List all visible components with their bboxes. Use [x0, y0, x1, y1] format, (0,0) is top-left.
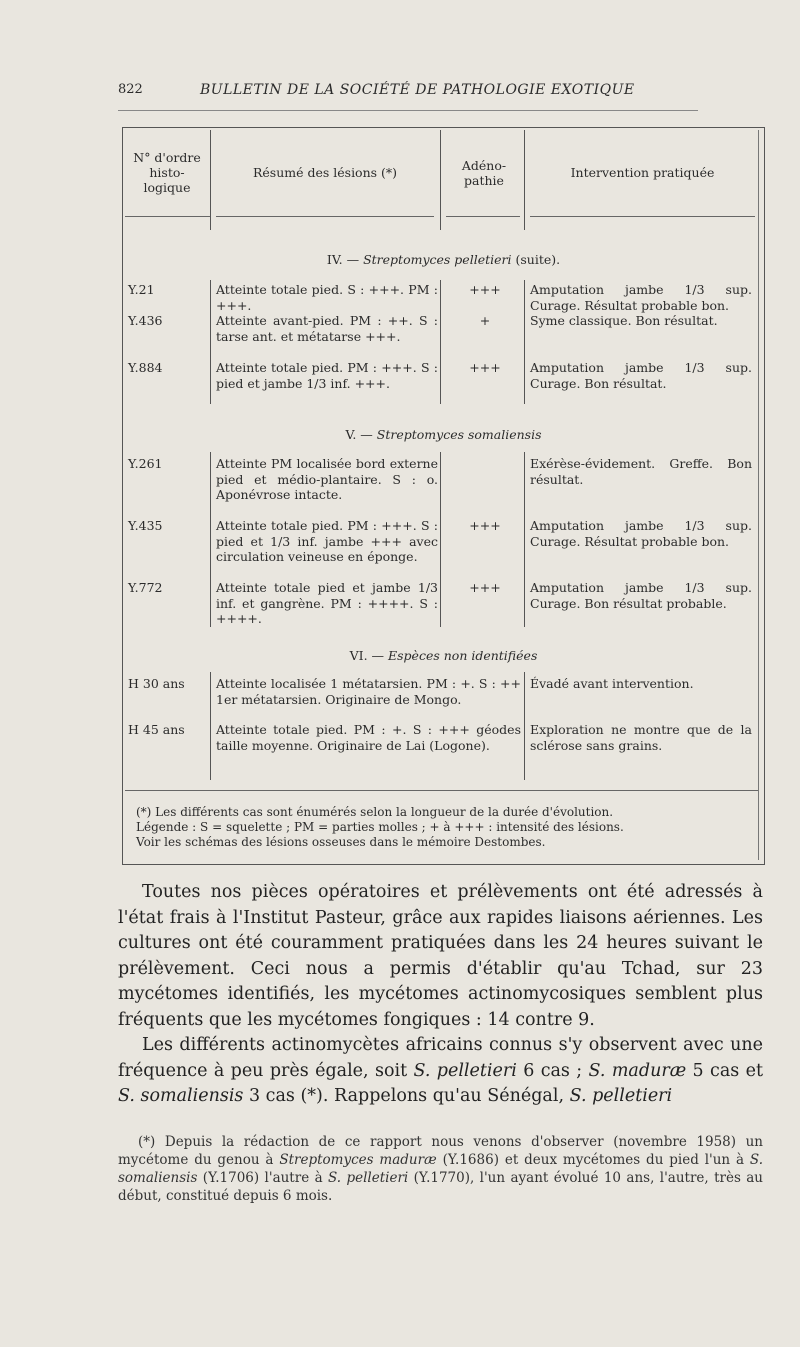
lesions-cell: Atteinte PM localisée bord externe pied et médio-plantaire. S : o. Aponévrose intacte.: [216, 456, 438, 502]
header-rule: [118, 110, 698, 111]
intervention-cell: Exploration ne montre que de la sclérose sans grains.: [530, 722, 752, 753]
header-rule-segment: [125, 216, 210, 217]
column-divider: [210, 452, 211, 627]
column-divider: [524, 672, 525, 780]
case-id: Y.435: [128, 518, 163, 533]
header-rule-segment: [446, 216, 520, 217]
case-id: H 45 ans: [128, 722, 185, 737]
case-id: Y.884: [128, 360, 163, 375]
table-frame-inner-rule: [758, 130, 759, 860]
lesions-cell: Atteinte totale pied et jambe 1/3 inf. et gangrène. PM : ++++. S : ++++.: [216, 580, 438, 626]
case-id: Y.21: [128, 282, 155, 297]
col-header-lesions: Résumé des lésions (*): [252, 165, 398, 180]
section-title-v: V. — Streptomyces somaliensis: [345, 427, 542, 442]
adenopathie-cell: +++: [469, 360, 501, 375]
case-id: Y.261: [128, 456, 163, 471]
lesions-cell: Atteinte totale pied. PM : +++. S : pied et 1/3 inf. jambe +++ avec circulation veineuse en éponge.: [216, 518, 438, 564]
lesions-cell: Atteinte totale pied. S : +++. PM : +++.: [216, 282, 438, 313]
column-divider: [440, 280, 441, 404]
section-title-iv: IV. — Streptomyces pelletieri (suite).: [326, 252, 561, 267]
adenopathie-cell: +++: [469, 580, 501, 595]
intervention-cell: Syme classique. Bon résultat.: [530, 313, 718, 328]
paragraph: Les différents actinomycètes africains connus s'y observent avec une fréquence à peu près égale, soit S. pelletieri 6 cas ; S. maduræ 5 cas et S. somaliensis 3 cas (*). Rappelons qu'au Sénégal, S. pelletieri: [118, 1035, 763, 1106]
column-divider: [524, 130, 525, 230]
column-divider: [440, 130, 441, 230]
case-id: Y.436: [128, 313, 163, 328]
table-note: (*) Les différents cas sont énumérés selon la longueur de la durée d'évolution.: [136, 805, 614, 819]
column-divider: [210, 130, 211, 230]
lesions-cell: Atteinte totale pied. PM : +++. S : pied et jambe 1/3 inf. +++.: [216, 360, 438, 391]
notes-rule: [125, 790, 758, 791]
column-divider: [210, 280, 211, 404]
column-divider: [524, 280, 525, 404]
footnote-text: (*) Depuis la rédaction de ce rapport nous venons d'observer (novembre 1958) un mycétome du genou à Streptomyces maduræ (Y.1686) et deux mycétomes du pied l'un à S. somaliensis (Y.1706) l'autre à S. pelletieri (Y.1770), l'un ayant évolué 10 ans, l'autre, très au début, constitué depuis 6 mois.: [118, 1134, 764, 1204]
intervention-cell: Amputation jambe 1/3 sup. Curage. Résultat probable bon.: [530, 518, 752, 549]
col-header-ordre: N° d'ordre histo-logique: [133, 150, 201, 195]
page-number: 822: [118, 82, 143, 97]
column-divider: [440, 452, 441, 627]
header-rule-segment: [530, 216, 755, 217]
footnote: [118, 1133, 763, 1205]
body-text: [118, 880, 763, 1110]
adenopathie-cell: +++: [469, 282, 501, 297]
adenopathie-cell: +++: [469, 518, 501, 533]
table-note: Légende : S = squelette ; PM = parties molles ; + à +++ : intensité des lésions.: [136, 820, 624, 834]
intervention-cell: Amputation jambe 1/3 sup. Curage. Bon résultat.: [530, 360, 752, 391]
header-rule-segment: [216, 216, 434, 217]
column-divider: [210, 672, 211, 780]
intervention-cell: Amputation jambe 1/3 sup. Curage. Résultat probable bon.: [530, 282, 752, 313]
intervention-cell: Amputation jambe 1/3 sup. Curage. Bon résultat probable.: [530, 580, 752, 611]
lesions-cell: Atteinte avant-pied. PM : ++. S : tarse ant. et métatarse +++.: [216, 313, 438, 344]
case-id: H 30 ans: [128, 676, 185, 691]
running-title: BULLETIN DE LA SOCIÉTÉ DE PATHOLOGIE EXOTIQUE: [200, 82, 635, 98]
section-title-vi: VI. — Espèces non identifiées: [349, 648, 538, 663]
intervention-cell: Évadé avant intervention.: [530, 676, 694, 691]
adenopathie-cell: +: [479, 313, 491, 328]
lesions-cell: Atteinte localisée 1 métatarsien. PM : +. S : ++ 1er métatarsien. Originaire de Mongo.: [216, 676, 521, 707]
col-header-intervention: Intervention pratiquée: [570, 165, 715, 180]
col-header-adenopathie: Adéno-pathie: [461, 158, 507, 188]
lesions-cell: Atteinte totale pied. PM : +. S : +++ géodes taille moyenne. Originaire de Lai (Logone).: [216, 722, 521, 753]
intervention-cell: Exérèse-évidement. Greffe. Bon résultat.: [530, 456, 752, 487]
case-id: Y.772: [128, 580, 163, 595]
column-divider: [524, 452, 525, 627]
paragraph: Toutes nos pièces opératoires et prélèvements ont été adressés à l'état frais à l'Institut Pasteur, grâce aux rapides liaisons aériennes. Les cultures ont été couramment pratiquées dans les 24 heures suivant le prélèvement. Ceci nous a permis d'établir qu'au Tchad, sur 23 mycétomes identifiés, les mycétomes actinomycosiques semblent plus fréquents que les mycétomes fongiques : 14 contre 9.: [118, 882, 763, 1030]
table-note: Voir les schémas des lésions osseuses dans le mémoire Destombes.: [136, 835, 546, 849]
page-header: [118, 82, 698, 104]
